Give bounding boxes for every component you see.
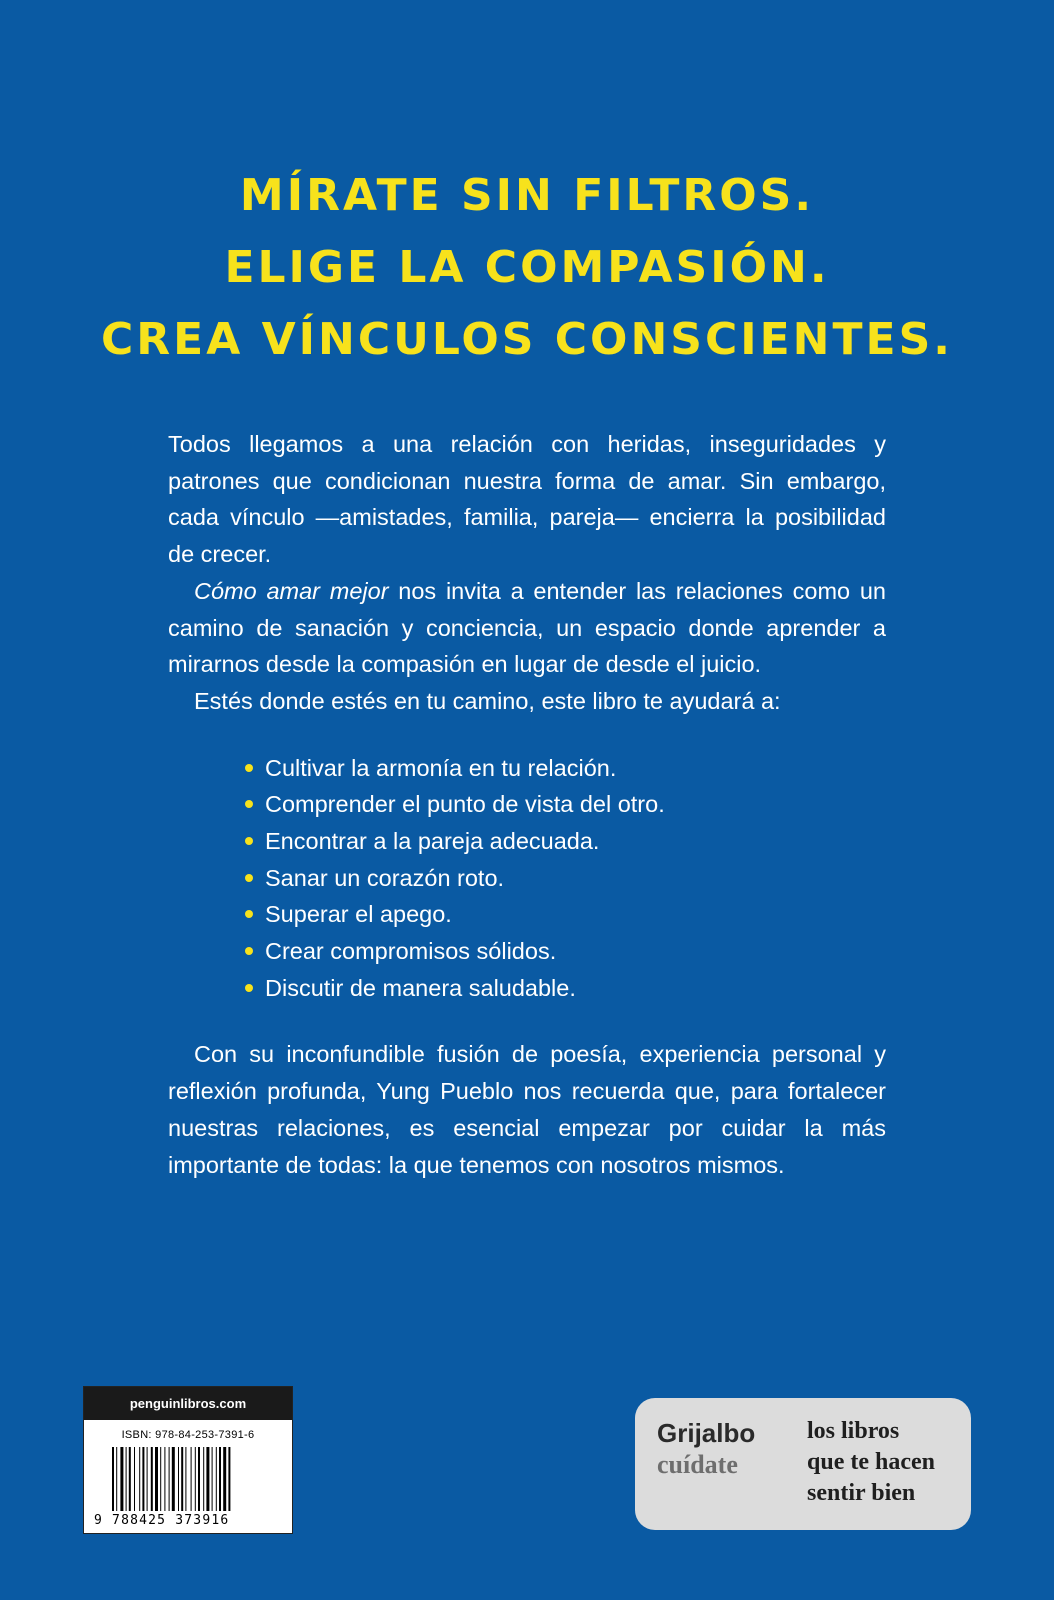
- bullet-dot-icon: [245, 910, 253, 918]
- list-item: Comprender el punto de vista del otro.: [168, 786, 886, 823]
- intro-paragraph-2-text: nos invita a entender las relaciones como un camino de sanación y conciencia, un espacio donde aprender a mirarnos desde la compasión en lugar de desde el juicio.: [168, 577, 887, 678]
- intro-paragraph-1: Todos llegamos a una relación con heridas, inseguridades y patrones que condicionan nuestra forma de amar. Sin embargo, cada vínculo —amistades, familia, pareja— encierra la posibilidad de crecer.: [168, 431, 886, 568]
- headline-line-1: MÍRATE SIN FILTROS.: [239, 170, 815, 221]
- collection-name: cuídate: [657, 1450, 738, 1479]
- book-title: Cómo amar mejor: [194, 577, 389, 604]
- barcode-digits: 9 788425 373916: [94, 1513, 230, 1528]
- bullet-dot-icon: [245, 947, 253, 955]
- bullet-dot-icon: [245, 874, 253, 882]
- intro-paragraph-3: Estés donde estés en tu camino, este libro te ayudará a:: [194, 687, 781, 714]
- barcode-icon: [112, 1447, 264, 1511]
- blurb: [168, 426, 886, 1183]
- publisher-tagline: los libros que te hacen sentir bien: [807, 1418, 935, 1506]
- list-item: Discutir de manera saludable.: [168, 970, 886, 1007]
- publisher-website: penguinlibros.com: [84, 1387, 292, 1420]
- headline: [0, 160, 1054, 376]
- bullet-dot-icon: [245, 837, 253, 845]
- bullet-dot-icon: [245, 800, 253, 808]
- bullet-dot-icon: [245, 764, 253, 772]
- intro-paragraph-2: [168, 573, 886, 683]
- bullet-dot-icon: [245, 984, 253, 992]
- list-item: Crear compromisos sólidos.: [168, 933, 886, 970]
- publisher-name: Grijalbo: [657, 1418, 756, 1448]
- barcode-label: [83, 1386, 293, 1534]
- benefits-list: [168, 750, 886, 1007]
- closing-paragraph: Con su inconfundible fusión de poesía, experiencia personal y reflexión profunda, Yung Pueblo nos recuerda que, para fortalecer nuestras relaciones, es esencial empezar por cuidar la más importante de todas: la que tenemos con nosotros mismos.: [168, 1041, 886, 1178]
- list-item: Encontrar a la pareja adecuada.: [168, 823, 886, 860]
- list-item: Cultivar la armonía en tu relación.: [168, 750, 886, 787]
- headline-line-3: CREA VÍNCULOS CONSCIENTES.: [101, 314, 953, 365]
- publisher-logo-box: [635, 1398, 971, 1530]
- list-item: Sanar un corazón roto.: [168, 860, 886, 897]
- isbn-text: ISBN: 978-84-253-7391-6: [121, 1429, 255, 1441]
- list-item: Superar el apego.: [168, 896, 886, 933]
- headline-line-2: ELIGE LA COMPASIÓN.: [224, 242, 830, 293]
